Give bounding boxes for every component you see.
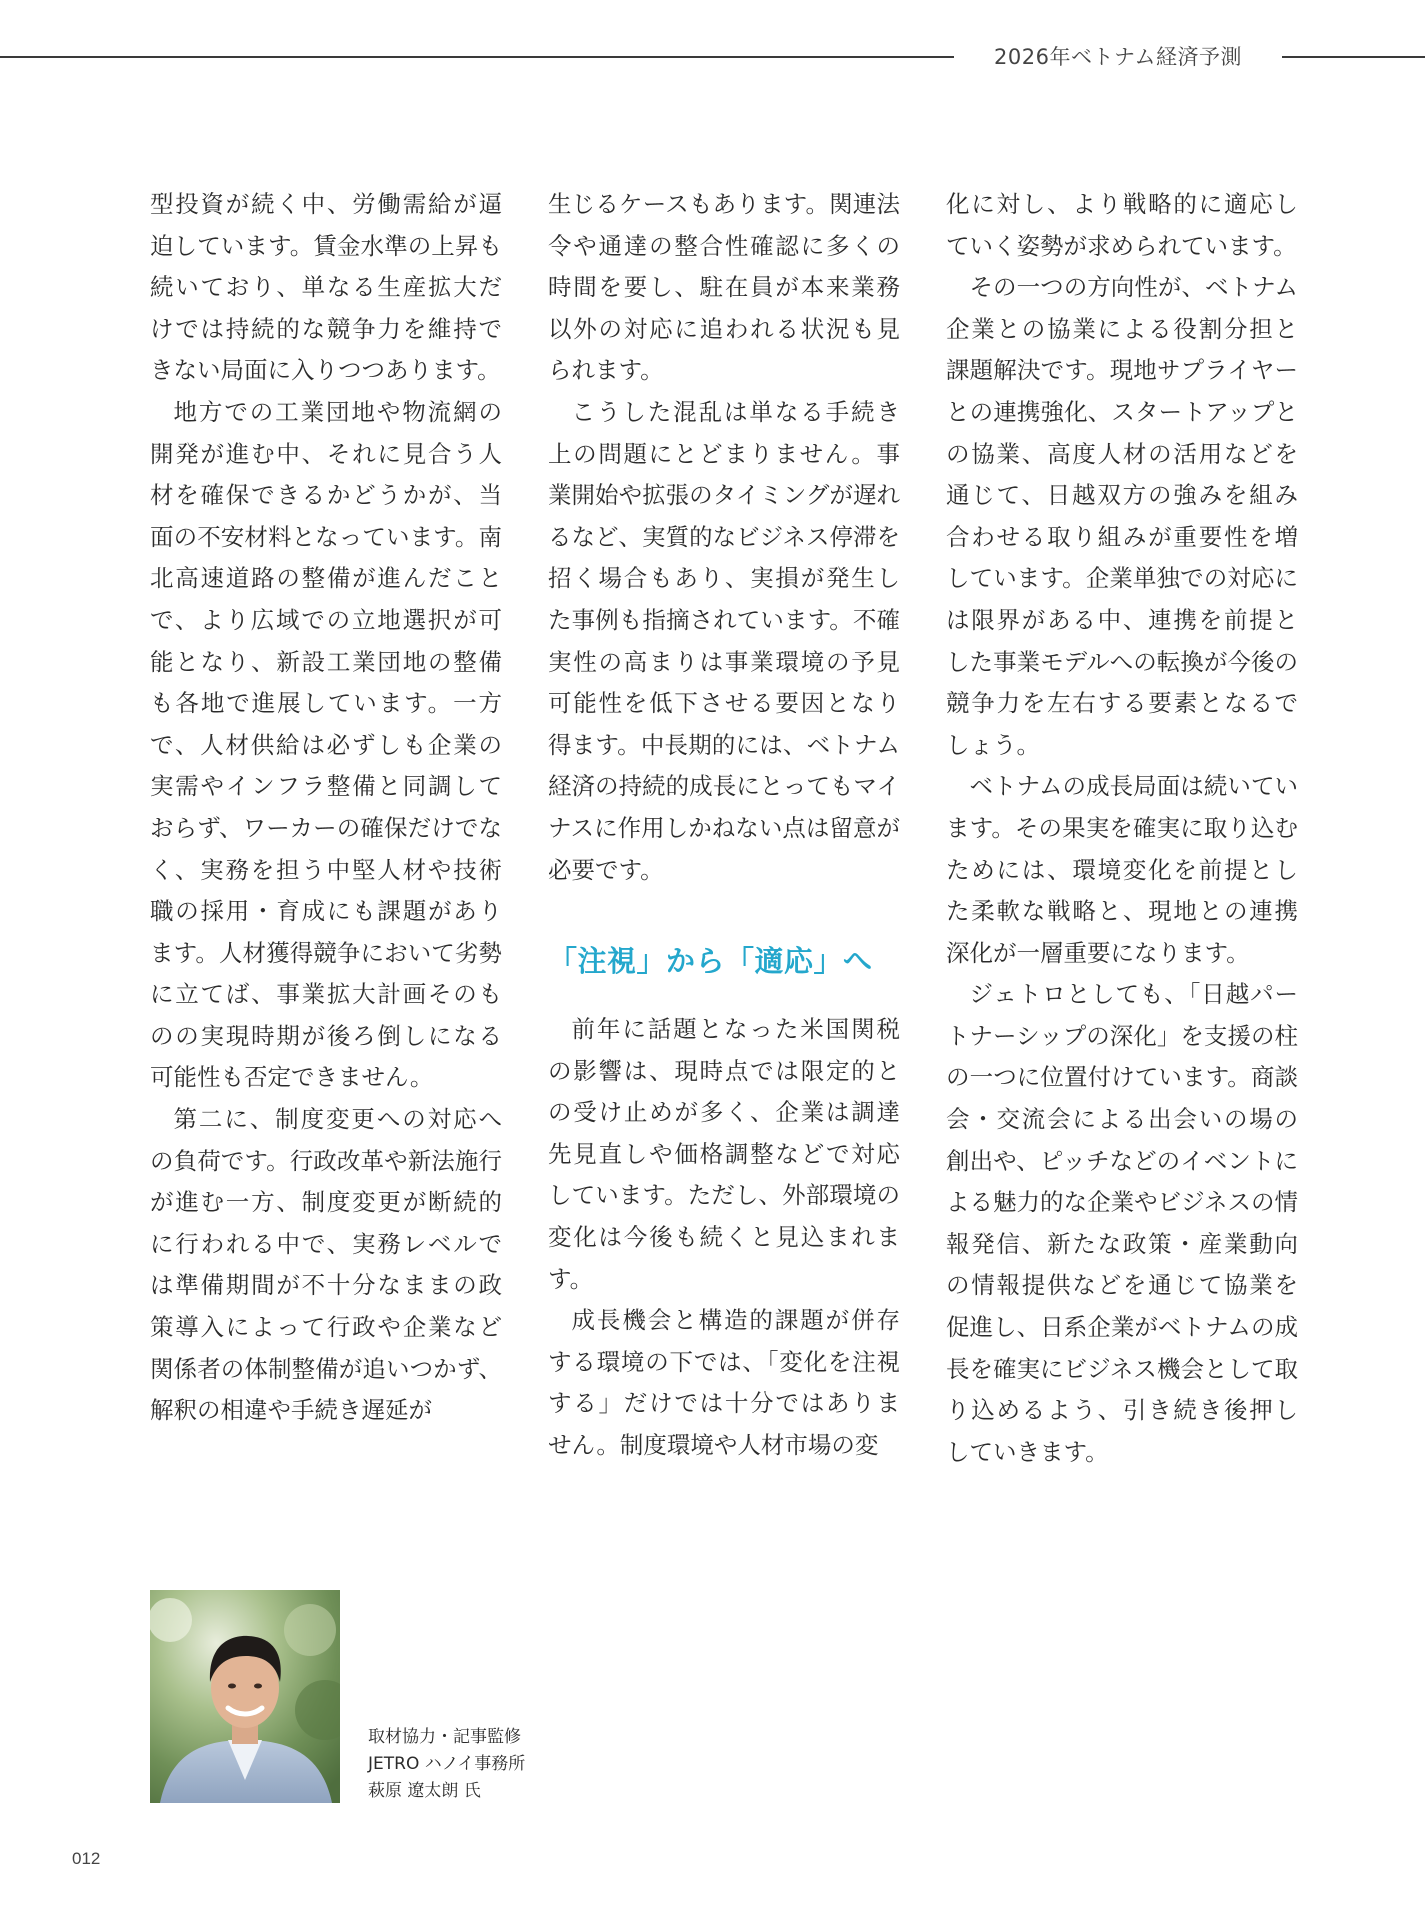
running-header-title: 2026年ベトナム経済予測	[994, 45, 1242, 69]
paragraph: こうした混乱は単なる手続き上の問題にとどまりません。事業開始や拡張のタイミングが遅れるなど、実質的なビジネス停滞を招く場合もあり、実損が発生した事例も指摘されています。不確実性の高まりは事業環境の予見可能性を低下させる要因となり得ます。中長期的には、ベトナム経済の持続的成長にとってもマイナスに作用しかねない点は留意が必要です。	[548, 397, 900, 884]
page-number: 012	[72, 1849, 101, 1868]
paragraph: 成長機会と構造的課題が併存する環境の下では、「変化を注視する」だけでは十分ではありません。制度環境や人材市場の変	[548, 1306, 900, 1460]
paragraph: 生じるケースもあります。関連法令や通達の整合性確認に多くの時間を要し、駐在員が本来業務以外の対応に追われる状況も見られます。	[548, 190, 900, 385]
supervisor-credit	[368, 1724, 525, 1805]
credit-name: 萩原 遼太朗 氏	[368, 1781, 481, 1801]
paragraph: 前年に話題となった米国関税の影響は、現時点では限定的との受け止めが多く、企業は調達先見直しや価格調整などで対応しています。ただし、外部環境の変化は今後も続くと見込まれます。	[548, 1015, 900, 1293]
paragraph: 化に対し、より戦略的に適応していく姿勢が求められています。	[946, 190, 1298, 260]
article-column-2	[548, 184, 900, 1467]
credit-role: 取材協力・記事監修	[368, 1727, 521, 1747]
header-rule-right	[1282, 56, 1425, 58]
paragraph: 地方での工業団地や物流網の開発が進む中、それに見合う人材を確保できるかどうかが、当面の不安材料となっています。南北高速道路の整備が進んだことで、より広域での立地選択が可能となり、新設工業団地の整備も各地で進展しています。一方で、人材供給は必ずしも企業の実需やインフラ整備と同調しておらず、ワーカーの確保だけでなく、実務を担う中堅人材や技術職の採用・育成にも課題があります。人材獲得競争において劣勢に立てば、事業拡大計画そのものの実現時期が後ろ倒しになる可能性も否定できません。	[150, 397, 502, 1092]
paragraph: 第二に、制度変更への対応への負荷です。行政改革や新法施行が進む一方、制度変更が断続的に行われる中で、実務レベルでは準備期間が不十分なままの政策導入によって行政や企業など関係者の体制整備が追いつかず、解釈の相違や手続き遅延が	[150, 1105, 502, 1425]
article-column-1	[150, 184, 502, 1432]
article-column-3	[946, 184, 1298, 1473]
paragraph: ジェトロとしても、「日越パートナーシップの深化」を支援の柱の一つに位置付けています。商談会・交流会による出会いの場の創出や、ピッチなどのイベントによる魅力的な企業やビジネスの情報発信、新たな政策・産業動向の情報提供などを通じて協業を促進し、日系企業がベトナムの成長を確実にビジネス機会として取り込めるよう、引き続き後押ししていきます。	[946, 980, 1298, 1466]
paragraph: その一つの方向性が、ベトナム企業との協業による役割分担と課題解決です。現地サプライヤーとの連携強化、スタートアップとの協業、高度人材の活用などを通じて、日越双方の強みを組み合わせる取り組みが重要性を増しています。企業単独での対応には限界がある中、連携を前提とした事業モデルへの転換が今後の競争力を左右する要素となるでしょう。	[946, 273, 1298, 759]
section-heading: 「注視」から「適応」へ	[548, 944, 873, 979]
credit-organization: JETRO ハノイ事務所	[368, 1754, 526, 1774]
paragraph: ベトナムの成長局面は続いています。その果実を確実に取り込むためには、環境変化を前提とした柔軟な戦略と、現地との連携深化が一層重要になります。	[946, 772, 1298, 967]
paragraph: 型投資が続く中、労働需給が逼迫しています。賃金水準の上昇も続いており、単なる生産拡大だけでは持続的な競争力を維持できない局面に入りつつあります。	[150, 190, 502, 385]
supervisor-portrait-photo	[150, 1590, 340, 1803]
header-rule-left	[0, 56, 954, 58]
